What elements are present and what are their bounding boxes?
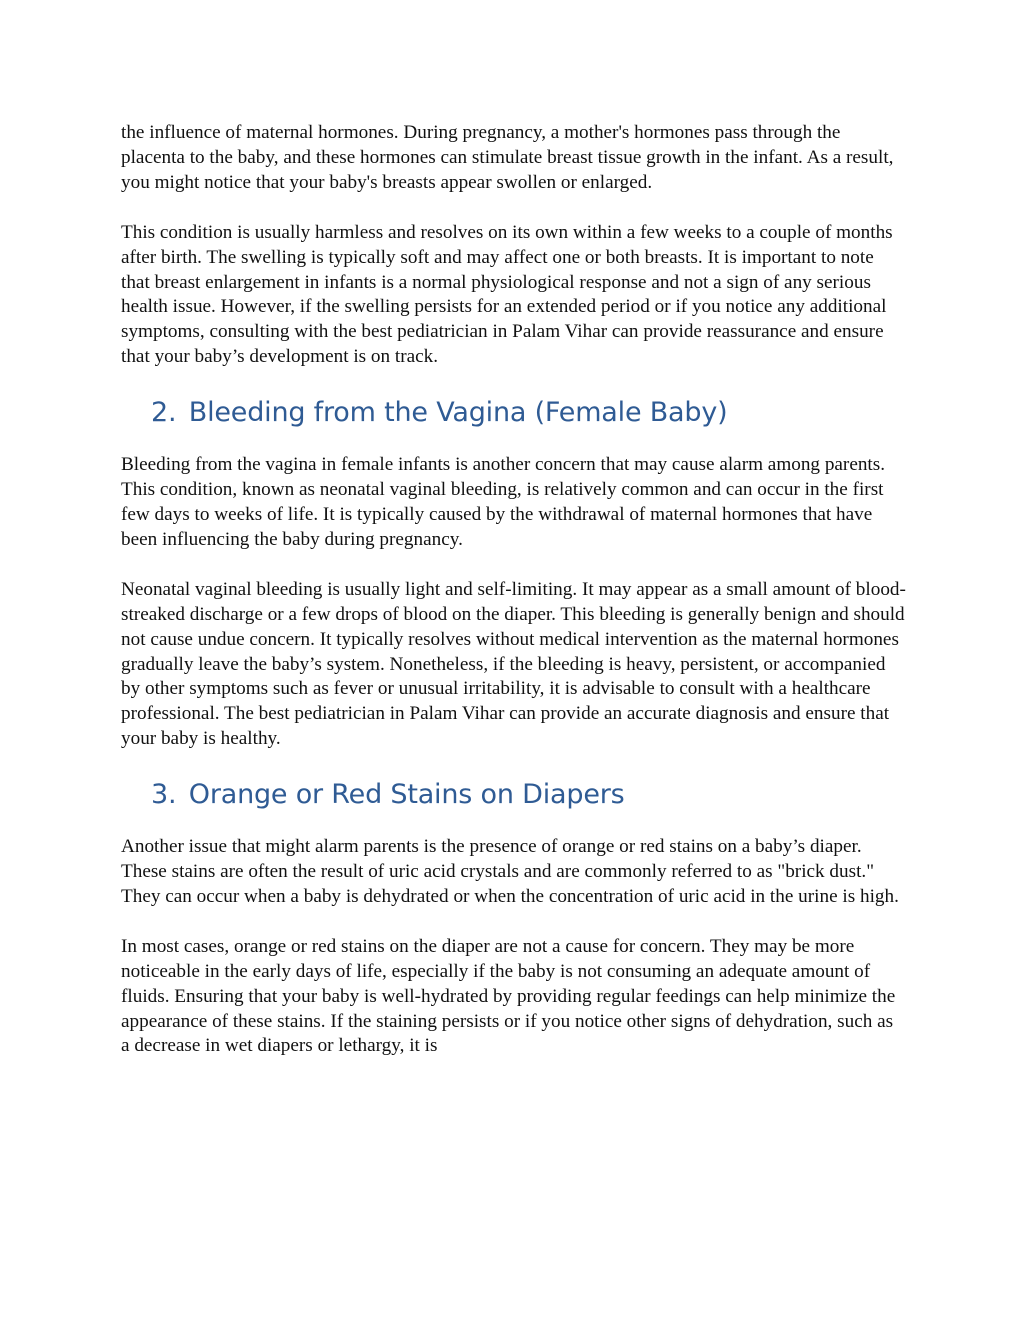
section-title: Bleeding from the Vagina (Female Baby) bbox=[188, 397, 728, 429]
document-body bbox=[121, 121, 906, 1084]
section-title: Orange or Red Stains on Diapers bbox=[188, 779, 625, 811]
section-heading-bleeding bbox=[121, 395, 906, 431]
paragraph-stains-2: In most cases, orange or red stains on the diaper are not a cause for concern. They may be more noticeable in the early days of life, especially if the baby is not consuming an adequate amount of fluids. Ensuring that your baby is well-hydrated by providing regular feedings can help minimize the appearance of these stains. If the staining persists or if you notice other signs of dehydration, such as a decrease in wet diapers or lethargy, it is bbox=[121, 935, 896, 1057]
paragraph-stains-1: Another issue that might alarm parents is the presence of orange or red stains on a baby’s diaper. These stains are often the result of uric acid crystals and are commonly referred to as "brick dust." They can occur when a baby is dehydrated or when the concentration of uric acid in the urine is high. bbox=[121, 836, 899, 907]
section-number: 2. bbox=[151, 397, 177, 429]
section-heading-stains bbox=[121, 777, 906, 813]
section-number: 3. bbox=[151, 779, 177, 811]
paragraph-bleeding-1: Bleeding from the vagina in female infants is another concern that may cause alarm among parents. This condition, known as neonatal vaginal bleeding, is relatively common and can occur in the first few days to weeks of life. It is typically caused by the withdrawal of maternal hormones that have been influencing the baby during pregnancy. bbox=[121, 454, 886, 550]
paragraph-intro-1: the influence of maternal hormones. During pregnancy, a mother's hormones pass through the placenta to the baby, and these hormones can stimulate breast tissue growth in the infant. As a result, you might notice that your baby's breasts appear swollen or enlarged. bbox=[121, 122, 894, 193]
paragraph-intro-2: This condition is usually harmless and resolves on its own within a few weeks to a couple of months after birth. The swelling is typically soft and may affect one or both breasts. It is important to note that breast enlargement in infants is a normal physiological response and not a sign of any serious health issue. However, if the swelling persists for an extended period or if you notice any additional symptoms, consulting with the best pediatrician in Palam Vihar can provide reassurance and ensure that your baby’s development is on track. bbox=[121, 221, 893, 368]
paragraph-bleeding-2: Neonatal vaginal bleeding is usually light and self-limiting. It may appear as a small amount of blood-streaked discharge or a few drops of blood on the diaper. This bleeding is generally benign and should not cause undue concern. It typically resolves without medical intervention as the maternal hormones gradually leave the baby’s system. Nonetheless, if the bleeding is heavy, persistent, or accompanied by other symptoms such as fever or unusual irritability, it is advisable to consult with a healthcare professional. The best pediatrician in Palam Vihar can provide an accurate diagnosis and ensure that your baby is healthy. bbox=[121, 578, 906, 750]
